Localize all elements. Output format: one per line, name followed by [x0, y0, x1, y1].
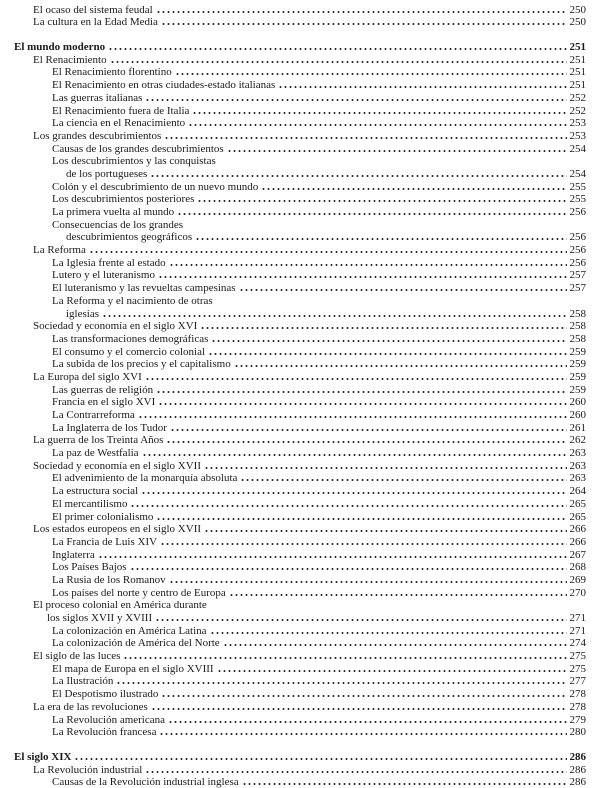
dot-leader [158, 275, 567, 279]
entry-title: Causas de los grandes descubrimientos [52, 142, 224, 155]
toc-entry-line [14, 269, 586, 282]
entry-title: El luteranismo y las revueltas campesinas [52, 282, 236, 295]
toc-entry-line [14, 675, 586, 688]
dot-leader [166, 440, 566, 444]
page-number: 252 [569, 91, 586, 104]
entry-title: Los estados europeos en el siglo XVII [33, 523, 202, 536]
toc-entry-line [14, 750, 586, 763]
page-number: 265 [569, 510, 586, 523]
entry-title: Los Países Bajos [52, 561, 127, 574]
toc-entry-line [14, 193, 586, 206]
entry-title: La paz de Westfalia [52, 447, 139, 460]
page-number: 278 [569, 688, 586, 701]
page-number: 275 [569, 650, 586, 663]
page-number: 286 [569, 750, 586, 763]
toc-entry-line [14, 129, 586, 142]
entry-title: El proceso colonial en América durante [33, 599, 207, 612]
dot-leader [175, 72, 567, 76]
toc-entry-line [14, 611, 586, 624]
dot-leader [188, 123, 566, 127]
entry-title: Las guerras italianas [52, 91, 143, 104]
page-number: 286 [569, 763, 586, 776]
dot-leader [150, 174, 566, 178]
toc-entry-line [14, 218, 586, 231]
page-number: 259 [569, 370, 586, 383]
page-number: 256 [569, 206, 586, 218]
toc-entry-line [14, 294, 586, 307]
dot-leader [210, 631, 567, 635]
dot-leader [164, 136, 566, 140]
dot-leader [151, 707, 567, 711]
dot-leader [195, 237, 566, 241]
entry-title: los siglos XVII y XVIII [47, 612, 153, 624]
entry-title: El Renacimiento [33, 53, 107, 66]
page-number: 263 [569, 459, 586, 472]
dot-leader [102, 314, 567, 318]
dot-leader [98, 555, 567, 559]
toc-entry-line [14, 510, 586, 523]
toc-entry-line [14, 459, 586, 472]
toc-entry-line [14, 3, 586, 16]
entry-title: iglesias [66, 307, 99, 320]
dot-leader [227, 149, 567, 153]
entry-title: El primer colonialismo [52, 510, 154, 523]
page-number: 257 [569, 282, 586, 295]
page-number: 250 [569, 16, 586, 29]
toc-entry-line [14, 700, 586, 713]
page-number: 263 [569, 447, 586, 460]
entry-title: El siglo de las luces [33, 650, 121, 663]
page-number: 265 [569, 497, 586, 510]
page-number: 266 [569, 535, 586, 548]
entry-title: El Renacimiento en otras ciudades-estado italianas [52, 79, 276, 92]
toc-entry-line [14, 649, 586, 662]
entry-title: Los grandes descubrimientos [33, 129, 162, 142]
dot-leader [177, 212, 566, 216]
entry-title: La Revolución francesa [52, 726, 157, 739]
page-number: 279 [569, 713, 586, 726]
page-number: 270 [569, 586, 586, 599]
entry-title: Las transformaciones demográficas [52, 332, 209, 345]
page-number: 262 [569, 434, 586, 447]
section-gap [14, 738, 586, 750]
dot-leader [234, 364, 567, 368]
section-gap [14, 28, 586, 40]
dot-leader [141, 491, 566, 495]
toc-entry-line [14, 370, 586, 383]
dot-leader [158, 402, 566, 406]
dot-leader [159, 732, 566, 736]
dot-leader [168, 720, 566, 724]
toc-entry-line [14, 396, 586, 409]
page-number: 277 [569, 675, 586, 688]
toc-entry-line [14, 713, 586, 726]
toc-entry-line [14, 446, 586, 459]
toc-entry-line [14, 142, 586, 155]
entry-title: La estructura social [52, 485, 139, 498]
page-number: 255 [569, 180, 586, 193]
page-number: 280 [569, 726, 586, 739]
toc-entry-line [14, 421, 586, 434]
page-number: 257 [569, 269, 586, 282]
entry-title: La Rusia de los Romanov [52, 573, 166, 586]
page-number: 256 [569, 256, 586, 269]
toc-entry-line [14, 16, 586, 29]
entry-title: El mercantilismo [52, 497, 128, 510]
toc-entry-line [14, 573, 586, 586]
entry-title: El ocaso del sistema feudal [33, 3, 153, 16]
entry-title: La cultura en la Edad Media [33, 16, 158, 29]
entry-title: Consecuencias de los grandes [52, 218, 184, 231]
page-number: 254 [569, 142, 586, 155]
entry-title: La Reforma [33, 244, 86, 257]
dot-leader [145, 770, 566, 774]
entry-title: La Revolución industrial [33, 763, 143, 776]
entry-title: El Despotismo ilustrado [52, 688, 159, 701]
dot-leader [197, 199, 566, 203]
page-number: 269 [569, 573, 586, 586]
dot-leader [278, 85, 566, 89]
dot-leader [145, 377, 567, 381]
toc-entry-line [14, 434, 586, 447]
dot-leader [156, 10, 567, 14]
entry-title: La primera vuelta al mundo [52, 206, 175, 218]
entry-title: La Reforma y el nacimiento de otras [52, 294, 213, 307]
dot-leader [217, 669, 567, 673]
entry-title: Francia en el siglo XVI [52, 396, 156, 409]
toc-entry-line [14, 91, 586, 104]
toc-entry-line [14, 586, 586, 599]
page-number: 259 [569, 383, 586, 396]
dot-leader [161, 694, 566, 698]
toc-entry-line [14, 472, 586, 485]
toc-entry-line [14, 662, 586, 675]
toc-entry-line [14, 523, 586, 536]
entry-title: La era de las revoluciones [33, 700, 148, 713]
dot-leader [170, 428, 567, 432]
page-number: 256 [569, 231, 586, 244]
toc-entry-line [14, 763, 586, 776]
dot-leader [192, 111, 566, 115]
page-number: 253 [569, 117, 586, 130]
page-number: 256 [569, 244, 586, 257]
entry-title: de los portugueses [66, 167, 148, 180]
dot-leader [261, 187, 566, 191]
dot-leader [223, 643, 567, 647]
page-number: 253 [569, 129, 586, 142]
page-number: 252 [569, 104, 586, 117]
page-number: 271 [569, 624, 586, 637]
dot-leader [130, 567, 567, 571]
toc-entry-line [14, 637, 586, 650]
dot-leader [108, 47, 566, 51]
toc-entry-line [14, 78, 586, 91]
toc-entry-line [14, 104, 586, 117]
entry-title: Los descubrimientos posteriores [52, 193, 195, 206]
dot-leader [229, 593, 567, 597]
dot-leader [242, 782, 567, 786]
toc-entry-line [14, 66, 586, 79]
toc-entry-line [14, 484, 586, 497]
toc-entry-line [14, 180, 586, 193]
toc-entry-line [14, 345, 586, 358]
entry-title: El Renacimiento florentino [52, 66, 172, 79]
entry-title: La Europa del siglo XVI [33, 370, 142, 383]
dot-leader [138, 415, 567, 419]
entry-title: Inglaterra [52, 548, 95, 561]
dot-leader [204, 466, 566, 470]
toc-entry-line [14, 561, 586, 574]
toc-entry-line [14, 726, 586, 739]
entry-title: El mundo moderno [14, 41, 106, 54]
toc-entry-line [14, 535, 586, 548]
entry-title: La ciencia en el Renacimiento [52, 117, 186, 130]
page-number: 251 [569, 66, 586, 79]
entry-title: La Inglaterra de los Tudor [52, 421, 167, 434]
toc-entry-line [14, 408, 586, 421]
page-number: 250 [569, 3, 586, 16]
entry-title: Las guerras de religión [52, 383, 154, 396]
toc-entry-line [14, 497, 586, 510]
dot-leader [160, 542, 566, 546]
dot-leader [145, 98, 566, 102]
entry-title: La Contrarreforma [52, 409, 135, 421]
dot-leader [155, 618, 566, 622]
entry-title: Colón y el descubrimiento de un nuevo mundo [52, 180, 259, 193]
entry-title: Causas de la Revolución industrial inglesa [52, 776, 239, 788]
page-number: 258 [569, 332, 586, 345]
dot-leader [156, 390, 566, 394]
toc-entry-line [14, 167, 586, 180]
toc-entry-line [14, 624, 586, 637]
dot-leader [239, 288, 567, 292]
entry-title: La Iglesia frente al estado [52, 256, 166, 269]
dot-leader [156, 517, 566, 521]
page-number: 267 [569, 548, 586, 561]
entry-title: Los países del norte y centro de Europa [52, 586, 226, 599]
page-number: 275 [569, 662, 586, 675]
entry-title: El advenimiento de la monarquía absoluta [52, 472, 238, 485]
page-number: 259 [569, 358, 586, 371]
toc-entry-line [14, 155, 586, 168]
page-number: 271 [569, 612, 586, 624]
dot-leader [89, 250, 567, 254]
page-number: 278 [569, 700, 586, 713]
entry-title: La subida de los precios y el capitalismo [52, 358, 231, 371]
page-number: 258 [569, 320, 586, 333]
toc-entry-line [14, 117, 586, 130]
toc-entry-line [14, 281, 586, 294]
page-number: 266 [569, 523, 586, 536]
entry-title: Sociedad y economía en el siglo XVII [33, 459, 202, 472]
entry-title: La Revolución americana [52, 713, 166, 726]
entry-title: El consumo y el comercio colonial [52, 345, 206, 358]
dot-leader [142, 453, 567, 457]
page-number: 261 [569, 421, 586, 434]
entry-title: La Francia de Luis XIV [52, 535, 158, 548]
dot-leader [169, 263, 567, 267]
entry-title: descubrimientos geográficos [66, 231, 193, 244]
page-number: 255 [569, 193, 586, 206]
page-number: 263 [569, 472, 586, 485]
entry-title: Sociedad y economía en el siglo XVI [33, 320, 198, 333]
dot-leader [123, 656, 566, 660]
page-number: 268 [569, 561, 586, 574]
dot-leader [208, 352, 566, 356]
toc-entry-line [14, 776, 586, 788]
dot-leader [74, 757, 566, 761]
dot-leader [116, 681, 566, 685]
entry-title: La colonización de América del Norte [52, 637, 220, 650]
toc-entry-line [14, 548, 586, 561]
toc-entry-line [14, 40, 586, 53]
toc-entry-line [14, 599, 586, 612]
page-number: 274 [569, 637, 586, 650]
toc-entry-line [14, 332, 586, 345]
entry-title: El mapa de Europa en el siglo XVIII [52, 662, 214, 675]
toc-entry-line [14, 53, 586, 66]
dot-leader [240, 478, 566, 482]
dot-leader [204, 529, 566, 533]
toc-entry-line [14, 320, 586, 333]
dot-leader [130, 504, 566, 508]
dot-leader [200, 326, 566, 330]
page-number: 260 [569, 396, 586, 409]
toc-entry-line [14, 307, 586, 320]
entry-title: Los descubrimientos y las conquistas [52, 155, 216, 168]
toc-entry-line [14, 243, 586, 256]
page-number: 251 [569, 53, 586, 66]
page-number: 251 [569, 41, 586, 54]
page-number: 286 [569, 776, 586, 788]
toc-entry-line [14, 205, 586, 218]
dot-leader [169, 580, 567, 584]
dot-leader [110, 60, 567, 64]
toc-entry-line [14, 256, 586, 269]
toc-entry-line [14, 383, 586, 396]
page-number: 258 [569, 307, 586, 320]
page-number: 251 [569, 79, 586, 92]
page-number: 264 [569, 485, 586, 498]
entry-title: La Ilustración [52, 675, 114, 688]
page-number: 260 [569, 409, 586, 421]
page-number: 259 [569, 345, 586, 358]
entry-title: El siglo XIX [14, 750, 72, 763]
entry-title: La colonización en América Latina [52, 624, 207, 637]
entry-title: La guerra de los Treinta Años [33, 434, 164, 447]
toc-entry-line [14, 687, 586, 700]
page-number: 254 [569, 167, 586, 180]
dot-leader [211, 339, 566, 343]
toc-entry-line [14, 358, 586, 371]
entry-title: El Renacimiento fuera de Italia [52, 104, 190, 117]
toc-entry-line [14, 231, 586, 244]
dot-leader [161, 22, 567, 26]
entry-title: Lutero y el luteranismo [52, 269, 155, 282]
